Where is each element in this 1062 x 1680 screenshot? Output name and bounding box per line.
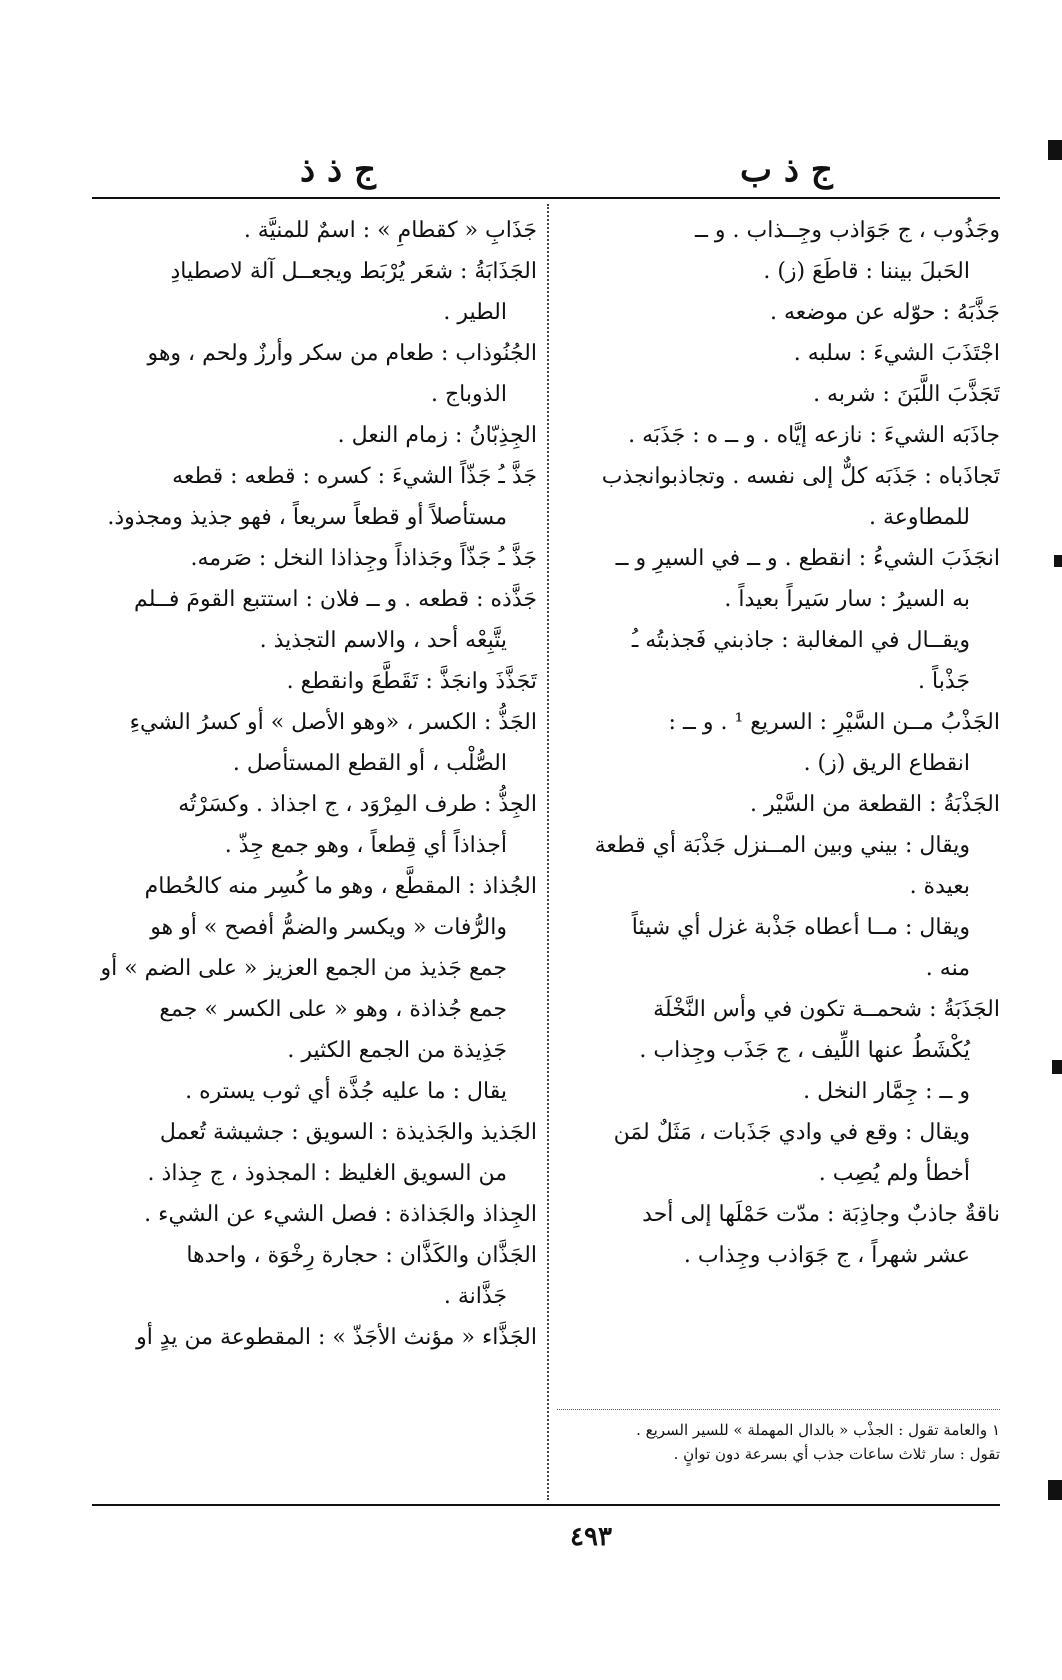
footer-rule	[92, 1504, 1000, 1506]
column-separator	[547, 204, 549, 1500]
entry-line: الذوباج .	[430, 382, 507, 407]
entry-line: ويقال : مــا أعطاه جَذْبة غزل أي شيئاً	[631, 915, 970, 940]
entry-line: الجَذْبُ مــن السَّيْرِ : السريع ¹ . و ــ :	[668, 710, 1000, 735]
entry-line: ويقال : بيني وبين المــنزل جَذْبَة أي قطعة	[594, 833, 970, 858]
entry-line: وجَذُوب ، ج جَوَاذب وجِــذاب . و ــ	[695, 218, 1000, 243]
entry-line: جمع جَذيذ من الجمع العزيز « على الضم » أو	[100, 956, 507, 981]
entry-line: الجِذِبّانُ : زمام النعل .	[337, 423, 537, 448]
entry-line: جَذَّانة .	[443, 1284, 507, 1309]
entry-line: تَجَذَّبَ اللَّبَنَ : شربه .	[813, 382, 1000, 407]
edge-mark	[1048, 1480, 1062, 1500]
entry-line: الجُذاذ : المقطَّع ، وهو ما كُسِر منه كالحُطام	[144, 874, 537, 899]
entry-line: الجَذَّاء « مؤنث الأجَذّ » : المقطوعة من يدٍ أو	[136, 1325, 537, 1350]
entry-line: الجَذَابَةُ : شعَر يُرْبَط ويجعــل آلة لاصطيادِ	[170, 259, 537, 284]
entry-line: الجِذاذ والجَذاذة : فصل الشيء عن الشيء .	[144, 1202, 537, 1227]
entry-line: الطير .	[443, 300, 507, 325]
entry-line: جمع جُذاذة ، وهو « على الكسر » جمع	[159, 997, 507, 1022]
entry-line: جَذَّ ـُ جَذّاً الشيءَ : كسره : قطعه : قطعه	[172, 464, 537, 489]
right-column	[557, 210, 1000, 1276]
entry-line: جَذِيذة من الجمع الكثير .	[287, 1038, 507, 1063]
footnote	[557, 1418, 1000, 1466]
entry-line: للمطاوعة .	[869, 505, 970, 530]
entry-line: يتَّبِعْه أحد ، والاسم التجذيذ .	[259, 628, 507, 653]
entry-line: ويقال : وقع في وادي جَذَبات ، مَثَلٌ لمَن	[613, 1120, 970, 1145]
left-running-header: ج ذ ذ	[300, 150, 376, 190]
edge-mark	[1054, 555, 1062, 567]
entry-line: تَجَذَّذَ وانجَذَّ : تَقَطَّعَ وانقطع .	[286, 669, 537, 694]
entry-line: الجُنُوذاب : طعام من سكر وأرزٌ ولحم ، وهو	[147, 341, 537, 366]
entry-line: منه .	[925, 956, 970, 981]
edge-mark	[1052, 1060, 1062, 1074]
entry-line: والرُّفات « ويكسر والضمُّ أفصح » أو هو	[150, 915, 507, 940]
entry-line: اجْتَذَبَ الشيءَ : سلبه .	[793, 341, 1000, 366]
entry-line: عشر شهراً ، ج جَوَاذب وجِذاب .	[683, 1243, 970, 1268]
entry-line: أجذاذاً أي قِطعاً ، وهو جمع جِذّ .	[224, 833, 507, 858]
page-number: ٤٩٣	[570, 1522, 612, 1552]
entry-line: ناقةٌ جاذبٌ وجاذِبَة : مدّت حَمْلَها إلى أحد	[642, 1202, 1000, 1227]
entry-line: مستأصلاً أو قطعاً سريعاً ، فهو جذيذ ومجذوذ.	[107, 505, 507, 530]
header-rule	[92, 197, 1000, 199]
entry-line: الجَذَبَةُ : شحمــة تكون في وأس النَّخْلَة	[653, 997, 1000, 1022]
right-running-header: ج ذ ب	[740, 150, 833, 190]
edge-mark	[1048, 140, 1062, 160]
entry-line: انجَذَبَ الشيءُ : انقطع . و ــ في السيرِ و ــ	[615, 546, 1000, 571]
entry-line: الجِذُّ : طرف المِرْوَد ، ج اجذاذ . وكسَرْتُه	[178, 792, 537, 817]
entry-line: جَذَّذه : قطعه . و ــ فلان : استتبع القومَ فــلم	[134, 587, 537, 612]
left-column	[100, 210, 537, 1358]
entry-line: الجَذيذ والجَذيذة : السويق : جشيشة تُعمل	[159, 1120, 537, 1145]
entry-line: جَذَابِ « كقطامِ » : اسمٌ للمنيَّة .	[243, 218, 537, 243]
entry-line: انقطاع الريق (ز) .	[803, 751, 970, 776]
entry-line: الجَذُّ : الكسر ، «وهو الأصل » أو كسرُ الشيءِ	[129, 710, 537, 735]
entry-line: الصُّلْب ، أو القطع المستأصل .	[232, 751, 507, 776]
entry-line: أخطأ ولم يُصِب .	[818, 1161, 970, 1186]
entry-line: جَذَّ ـُ جَذّاً وجَذاذاً وجِذاذا النخل : صَرمه.	[190, 546, 537, 571]
entry-line: الحَبلَ بيننا : قاطَعَ (ز) .	[763, 259, 970, 284]
entry-line: به السيرُ : سار سَيراً بعيداً .	[724, 587, 970, 612]
entry-line: ويقــال في المغالبة : جاذبني فَجذبتُه ـُ	[631, 628, 970, 653]
entry-line: جَذَّبَهُ : حوّله عن موضعه .	[769, 300, 1000, 325]
footnote-rule	[557, 1409, 1000, 1410]
entry-line: يُكْشَطُ عنها اللِّيف ، ج جَذَب وجِذاب .	[639, 1038, 970, 1063]
footnote-line: تقول : سار ثلاث ساعات جذب أي بسرعة دون توانٍ .	[673, 1445, 1000, 1463]
entry-line: بعيدة .	[909, 874, 970, 899]
entry-line: جاذَبَه الشيءَ : نازعه إيَّاه . و ــ ه : جَذَبَه .	[628, 423, 1000, 448]
entry-line: يقال : ما عليه جُذَّة أي ثوب يستره .	[185, 1079, 507, 1104]
entry-line: و ــ : جِمَّار النخل .	[803, 1079, 970, 1104]
entry-line: الجَذَّان والكَذَّان : حجارة رِخْوَة ، واحدها	[186, 1243, 537, 1268]
entry-line: الجَذْبَةُ : القطعة من السَّيْر .	[749, 792, 1000, 817]
footnote-line: ١ والعامة تقول : الجذْب « بالدال المهملة » للسير السريع .	[636, 1421, 1000, 1439]
entry-line: تَجاذَباه : جَذَبَه كلٌّ إلى نفسه . وتجاذبوانجذب	[601, 464, 1000, 489]
entry-line: جَذْباً .	[918, 669, 970, 694]
entry-line: من السويق الغليظ : المجذوذ ، ج جِذاذ .	[147, 1161, 507, 1186]
